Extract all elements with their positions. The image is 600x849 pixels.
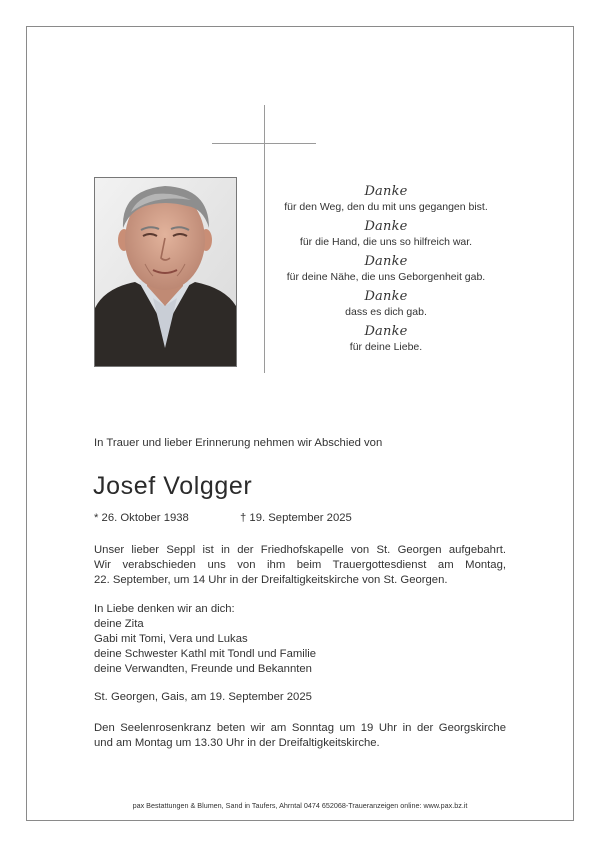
funeral-info-paragraph: [94, 543, 506, 588]
paragraph-line: Den Seelenrosenkranz beten wir am Sonntag um 19 Uhr in der Georgskirche: [94, 722, 506, 734]
mourners-line: deine Verwandten, Freunde und Bekannten: [94, 663, 312, 675]
poem-heading: Danke: [364, 184, 408, 199]
poem-heading: Danke: [364, 289, 408, 304]
mourners-line: Gabi mit Tomi, Vera und Lukas: [94, 633, 248, 645]
birth-date: * 26. Oktober 1938: [94, 512, 189, 524]
mourners-line: deine Schwester Kathl mit Tondl und Familie: [94, 648, 317, 660]
poem: [280, 183, 492, 358]
footer-imprint: pax Bestattungen & Blumen, Sand in Taufers, Ahrntal 0474 652068-Traueranzeigen online: www.pax.bz.it: [132, 801, 468, 810]
deceased-name: Josef Volgger: [93, 472, 253, 500]
poem-line: für den Weg, den du mit uns gegangen bist.: [284, 201, 488, 213]
cross-horizontal-beam: [212, 143, 316, 144]
death-date: † 19. September 2025: [240, 512, 352, 524]
poem-heading: Danke: [364, 254, 408, 269]
poem-line: für die Hand, die uns so hilfreich war.: [299, 236, 473, 248]
poem-line: dass es dich gab.: [345, 306, 427, 318]
cross-vertical-beam: [264, 105, 265, 373]
poem-heading: Danke: [364, 324, 408, 339]
portrait-photo: [94, 177, 237, 367]
poem-heading: Danke: [364, 219, 408, 234]
rosary-info-paragraph: [94, 721, 506, 751]
intro-text: In Trauer und lieber Erinnerung nehmen wir Abschied von: [94, 437, 383, 449]
paragraph-line: Unser lieber Seppl ist in der Friedhofskapelle von St. Georgen aufgebahrt.: [94, 544, 506, 556]
poem-line: für deine Liebe.: [349, 341, 423, 353]
paragraph-line: 22. September, um 14 Uhr in der Dreifaltigkeitskirche von St. Georgen.: [94, 574, 448, 586]
poem-line: für deine Nähe, die uns Geborgenheit gab.: [286, 271, 486, 283]
place-date: St. Georgen, Gais, am 19. September 2025: [94, 691, 312, 703]
mourners-list: [94, 602, 316, 677]
paragraph-line: Wir verabschieden uns von ihm beim Trauergottesdienst am Montag,: [94, 559, 506, 571]
mourners-line: In Liebe denken wir an dich:: [94, 603, 235, 615]
paragraph-line: und am Montag um 13.30 Uhr in der Dreifaltigkeitskirche.: [94, 737, 380, 749]
mourners-line: deine Zita: [94, 618, 144, 630]
